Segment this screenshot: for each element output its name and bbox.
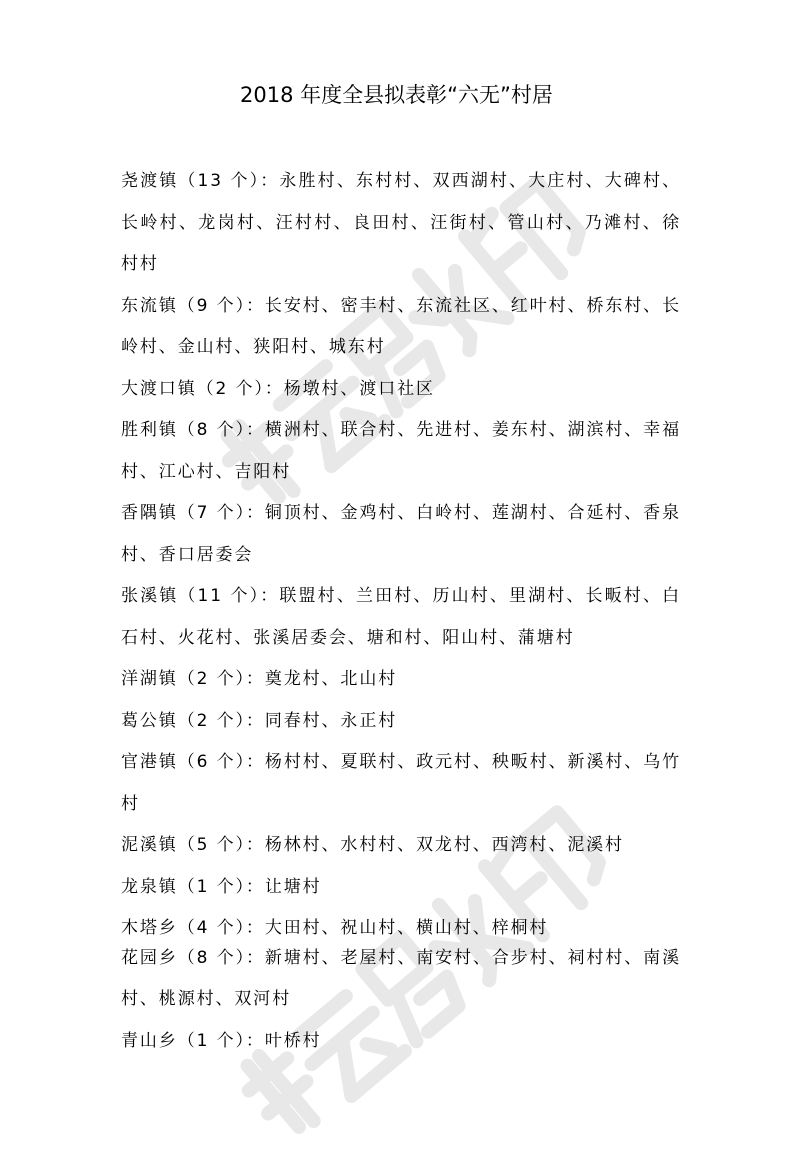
paragraph-dadukou: 大渡口镇（2 个）：杨墩村、渡口社区	[121, 378, 435, 399]
paragraph-guangang: 官港镇（6 个）：杨村村、夏联村、政元村、秧畈村、新溪村、乌竹村	[121, 752, 681, 814]
paragraph-zhangxi: 张溪镇（11 个）：联盟村、兰田村、历山村、里湖村、长畈村、白石村、火花村、张溪居委会、塘和村、阳山村、蒲塘村	[121, 586, 681, 648]
paragraph-gegong: 葛公镇（2 个）：同春村、永正村	[121, 710, 398, 731]
paragraph-dongliu: 东流镇（9 个）：长安村、密丰村、东流社区、红叶村、桥东村、长岭村、金山村、狭阳村、城东村	[121, 295, 681, 357]
document-title: 2018 年度全县拟表彰“六无”村居	[240, 83, 553, 107]
paragraph-nixi: 泥溪镇（5 个）：杨林村、水村村、双龙村、西湾村、泥溪村	[121, 835, 624, 855]
paragraph-shengli: 胜利镇（8 个）：横洲村、联合村、先进村、姜东村、湖滨村、幸福村、江心村、吉阳村	[121, 420, 681, 482]
document-body	[121, 161, 681, 1062]
paragraph-longquan: 龙泉镇（1 个）：让塘村	[121, 876, 322, 897]
paragraph-xiangyu: 香隅镇（7 个）：铜顶村、金鸡村、白岭村、莲湖村、合延村、香泉村、香口居委会	[121, 503, 681, 565]
paragraph-qingshan: 青山乡（1 个）：叶桥村	[121, 1030, 322, 1051]
paragraph-muta: 木塔乡（4 个）：大田村、祝山村、横山村、梓桐村	[121, 918, 549, 938]
paragraph-yanghu: 洋湖镇（2 个）：奠龙村、北山村	[121, 669, 398, 689]
paragraph-yaodu: 尧渡镇（13 个）：永胜村、东村村、双西湖村、大庄村、大碑村、长岭村、龙岗村、汪村村、良田村、汪街村、管山村、乃滩村、徐村村	[121, 171, 681, 274]
paragraph-huayuan: 花园乡（8 个）：新塘村、老屋村、南安村、合步村、祠村村、南溪村、桃源村、双河村	[121, 947, 681, 1009]
